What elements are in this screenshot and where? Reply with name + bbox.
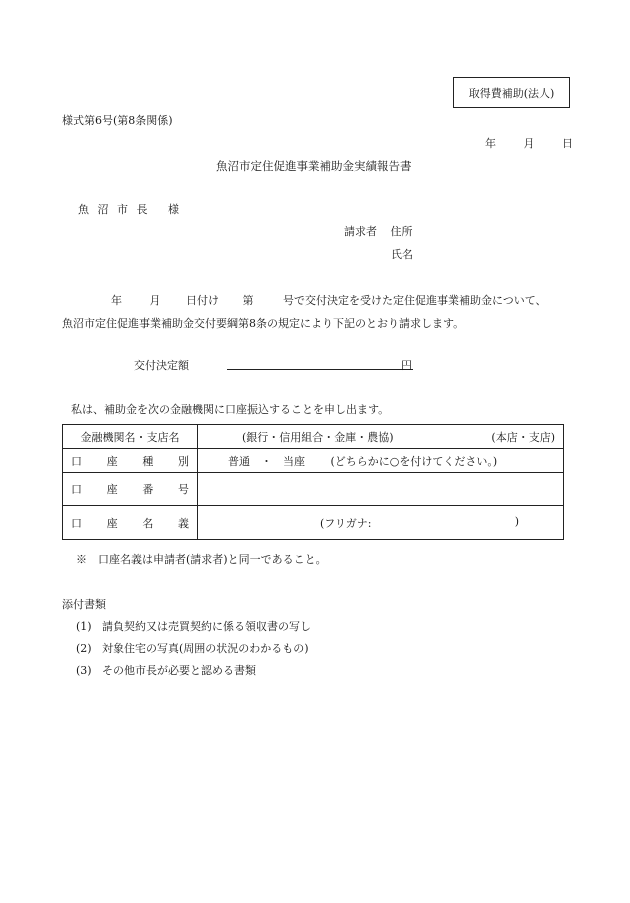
label-char: 口 bbox=[71, 516, 82, 530]
attachment-text: 対象住宅の写真(周囲の状況のわかるもの) bbox=[102, 642, 309, 655]
date-day-label: 日 bbox=[562, 137, 573, 150]
attachments-heading: 添付書類 bbox=[62, 598, 106, 611]
label-char: 口 bbox=[71, 483, 82, 496]
label-char: 座 bbox=[106, 483, 118, 496]
label-char: 義 bbox=[177, 516, 189, 530]
furigana-open: (フリガナ: bbox=[320, 516, 372, 530]
addressee-char: 魚 bbox=[78, 203, 89, 216]
table-row bbox=[63, 473, 564, 506]
addressee bbox=[78, 201, 179, 217]
branch-types: (本店・支店) bbox=[491, 430, 555, 444]
grant-label: 交付決定額 bbox=[134, 359, 189, 372]
body-line-2: 魚沼市定住促進事業補助金交付要綱第8条の規定により下記のとおり請求します。 bbox=[62, 317, 465, 330]
bank-types: (銀行・信用組合・金庫・農協) bbox=[242, 430, 394, 444]
page-title: 魚沼市定住促進事業補助金実績報告書 bbox=[216, 159, 412, 173]
form-number: 様式第6号(第8条関係) bbox=[62, 114, 173, 127]
label-char: 名 bbox=[142, 516, 154, 530]
attachment-text: その他市長が必要と認める書類 bbox=[102, 664, 256, 677]
account-holder-note: ※ 口座名義は申請者(請求者)と同一であること。 bbox=[76, 553, 327, 566]
account-number-label bbox=[63, 473, 198, 506]
bank-account-table bbox=[62, 424, 564, 540]
attachment-text: 請負契約又は売買契約に係る領収書の写し bbox=[102, 620, 311, 633]
bank-branch-cell bbox=[198, 425, 564, 449]
list-item bbox=[76, 662, 256, 678]
attachment-number: (3) bbox=[76, 664, 92, 677]
body-month: 月 bbox=[149, 294, 161, 307]
label-char: 口 bbox=[71, 454, 82, 468]
list-item bbox=[76, 618, 311, 634]
account-type-options: 普通 ・ 当座 bbox=[228, 454, 305, 468]
label-char: 座 bbox=[106, 454, 118, 468]
addressee-honorific: 様 bbox=[168, 203, 179, 216]
label-char: 別 bbox=[177, 454, 189, 468]
account-holder-cell[interactable] bbox=[198, 506, 564, 540]
requester-address-line bbox=[344, 223, 413, 239]
bank-branch-label: 金融機関名・支店名 bbox=[63, 425, 198, 449]
requester-label: 請求者 bbox=[344, 225, 377, 238]
label-char: 番 bbox=[142, 483, 154, 496]
label-char: 号 bbox=[177, 483, 189, 496]
attachment-number: (2) bbox=[76, 642, 92, 655]
account-type-cell bbox=[198, 449, 564, 473]
table-row bbox=[63, 425, 564, 449]
table-row bbox=[63, 506, 564, 540]
attachment-number: (1) bbox=[76, 620, 92, 633]
account-type-note: (どちらかに○を付けてください。) bbox=[330, 454, 498, 468]
grant-amount-line bbox=[227, 369, 413, 370]
body-dated: 日付け bbox=[186, 294, 219, 307]
grant-unit: 円 bbox=[401, 359, 412, 372]
addressee-char: 市 bbox=[117, 203, 128, 216]
account-number-cell[interactable] bbox=[198, 473, 564, 506]
body-line1-rest: 号で交付決定を受けた定住促進事業補助金について、 bbox=[283, 294, 547, 307]
body-year: 年 bbox=[111, 294, 122, 307]
subsidy-type-badge: 取得費補助(法人) bbox=[453, 77, 570, 108]
body-line-1 bbox=[111, 292, 547, 308]
label-char: 種 bbox=[142, 454, 154, 468]
label-char: 座 bbox=[106, 516, 118, 530]
date-month-label: 月 bbox=[523, 137, 535, 150]
transfer-statement: 私は、補助金を次の金融機関に口座振込することを申し出ます。 bbox=[71, 403, 390, 416]
address-label: 住所 bbox=[390, 225, 413, 238]
addressee-char: 長 bbox=[136, 203, 148, 216]
name-label: 氏名 bbox=[391, 248, 413, 261]
date-line bbox=[485, 135, 573, 151]
date-year-label: 年 bbox=[485, 137, 496, 150]
body-number-prefix: 第 bbox=[242, 294, 254, 307]
account-type-label bbox=[63, 449, 198, 473]
list-item bbox=[76, 640, 309, 656]
table-row bbox=[63, 449, 564, 473]
addressee-char: 沼 bbox=[97, 203, 109, 216]
account-holder-label bbox=[63, 506, 198, 540]
furigana-close: ) bbox=[514, 514, 519, 528]
